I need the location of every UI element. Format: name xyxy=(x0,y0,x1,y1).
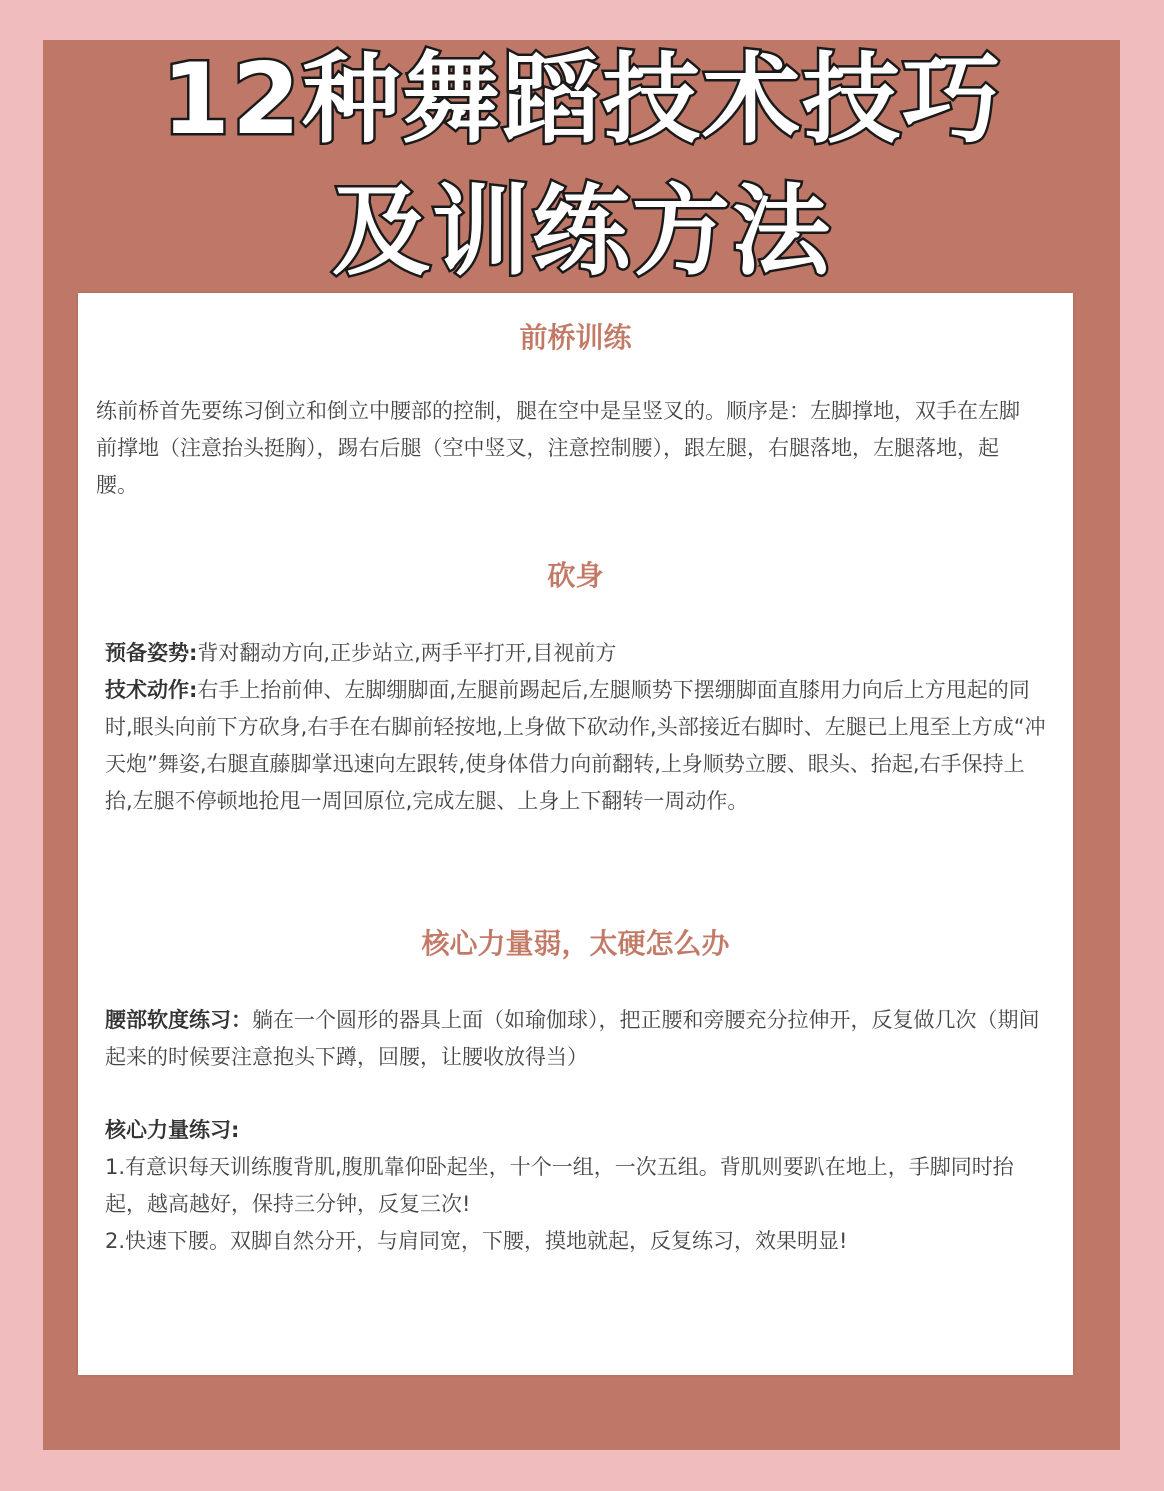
page-title-line-1: 12种舞蹈技术技巧 xyxy=(161,43,1003,157)
section-heading-front-bridge: 前桥训练 xyxy=(519,321,632,354)
section-body-chop-body xyxy=(105,635,1050,820)
core-label: 核心力量练习: xyxy=(105,1118,240,1142)
waist-text: 躺在一个圆形的器具上面（如瑜伽球），把正腰和旁腰充分拉伸开，反复做几次（期间起来的时候要注意抱头下蹲，回腰，让腰收放得当） xyxy=(105,1008,1040,1069)
core-item-2: 2.快速下腰。双脚自然分开，与肩同宽，下腰，摸地就起，反复练习，效果明显! xyxy=(105,1229,848,1253)
core-item-1: 1.有意识每天训练腹背肌,腹肌靠仰卧起坐，十个一组，一次五组。背肌则要趴在地上，手脚同时抬起，越高越好，保持三分钟，反复三次! xyxy=(105,1155,1014,1216)
action-text: 右手上抬前伸、左脚绷脚面,左腿前踢起后,左腿顺势下摆绷脚面直膝用力向后上方甩起的同时,眼头向前下方砍身,右手在右脚前轻按地,上身做下砍动作,头部接近右脚时、左腿已上甩至上方成“冲天炮”舞姿,右腿直藤脚掌迅速向左跟转,使身体借力向前翻转,上身顺势立腰、眼头、抬起,右手保持上抬,左腿不停顿地抢甩一周回原位,完成左腿、上身上下翻转一周动作。 xyxy=(105,678,1046,813)
prep-label: 预备姿势: xyxy=(105,641,198,665)
prep-line xyxy=(105,635,1050,672)
section-body-front-bridge: 练前桥首先要练习倒立和倒立中腰部的控制，腿在空中是呈竖叉的。顺序是：左脚撑地，双手在左脚前撑地（注意抬头挺胸），踢右后腿（空中竖叉，注意控制腰），跟左腿，右腿落地，左腿落地，起腰。 xyxy=(96,399,1020,497)
content-card xyxy=(78,293,1073,1375)
section-body-core-training xyxy=(105,1112,1040,1260)
section-heading-core-strength: 核心力量弱，太硬怎么办 xyxy=(421,927,730,960)
action-line xyxy=(105,672,1050,820)
section-heading-chop-body: 砍身 xyxy=(547,559,604,592)
action-label: 技术动作: xyxy=(105,678,198,702)
waist-label: 腰部软度练习： xyxy=(105,1008,252,1032)
prep-text: 背对翻动方向,正步站立,两手平打开,目视前方 xyxy=(197,641,617,665)
section-body-waist-flex xyxy=(105,1002,1040,1076)
page-title-line-2: 及训练方法 xyxy=(331,175,832,289)
